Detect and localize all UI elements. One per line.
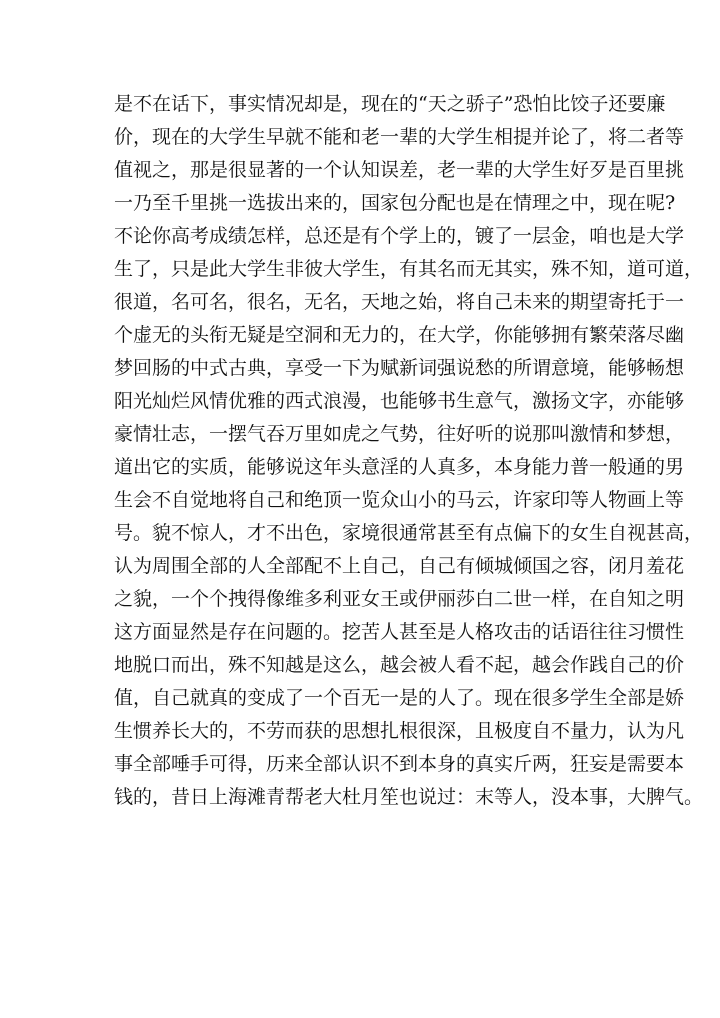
text-line: 梦回肠的中式古典，享受一下为赋新词强说愁的所谓意境，能够畅想 [114, 357, 685, 379]
text-line: 一乃至千里挑一选拔出来的，国家包分配也是在情理之中，现在呢? [114, 192, 676, 214]
text-line: 不论你高考成绩怎样，总还是有个学上的，镀了一层金，咱也是大学 [114, 225, 685, 247]
body-text [114, 88, 704, 814]
text-line: 地脱口而出，殊不知越是这么，越会被人看不起，越会作践自己的价 [114, 654, 685, 676]
text-line: 阳光灿烂风情优雅的西式浪漫，也能够书生意气，激扬文字，亦能够 [114, 390, 685, 412]
text-line: 生惯养长大的，不劳而获的思想扎根很深，且极度自不量力，认为凡 [114, 720, 685, 742]
text-line: 个虚无的头衔无疑是空洞和无力的，在大学，你能够拥有繁荣落尽幽 [114, 324, 685, 346]
text-line: 是不在话下，事实情况却是，现在的“天之骄子”恐怕比饺子还要廉 [114, 93, 666, 115]
text-line: 事全部唾手可得，历来全部认识不到本身的真实斤两，狂妄是需要本 [114, 753, 685, 775]
text-line: 生会不自觉地将自己和绝顶一览众山小的马云，许家印等人物画上等 [114, 489, 685, 511]
text-line: 这方面显然是存在问题的。挖苦人甚至是人格攻击的话语往往习惯性 [114, 621, 685, 643]
text-line: 认为周围全部的人全部配不上自己，自己有倾城倾国之容，闭月羞花 [114, 555, 685, 577]
text-line: 很道，名可名，很名，无名，天地之始，将自己未来的期望寄托于一 [114, 291, 685, 313]
text-line: 生了，只是此大学生非彼大学生，有其名而无其实，殊不知，道可道， [114, 258, 704, 280]
text-line: 值，自己就真的变成了一个百无一是的人了。现在很多学生全部是娇 [114, 687, 685, 709]
text-line: 号。貌不惊人，才不出色，家境很通常甚至有点偏下的女生自视甚高， [114, 522, 704, 544]
text-line: 道出它的实质，能够说这年头意淫的人真多，本身能力普一般通的男 [114, 456, 685, 478]
text-line: 之貌，一个个拽得像维多利亚女王或伊丽莎白二世一样，在自知之明 [114, 588, 685, 610]
text-line: 豪情壮志，一摆气吞万里如虎之气势，往好听的说那叫激情和梦想， [114, 423, 685, 445]
text-line: 价，现在的大学生早就不能和老一辈的大学生相提并论了，将二者等 [114, 126, 685, 148]
text-line: 值视之，那是很显著的一个认知误差，老一辈的大学生好歹是百里挑 [114, 159, 685, 181]
text-line: 钱的，昔日上海滩青帮老大杜月笙也说过：末等人，没本事，大脾气。 [114, 786, 704, 808]
